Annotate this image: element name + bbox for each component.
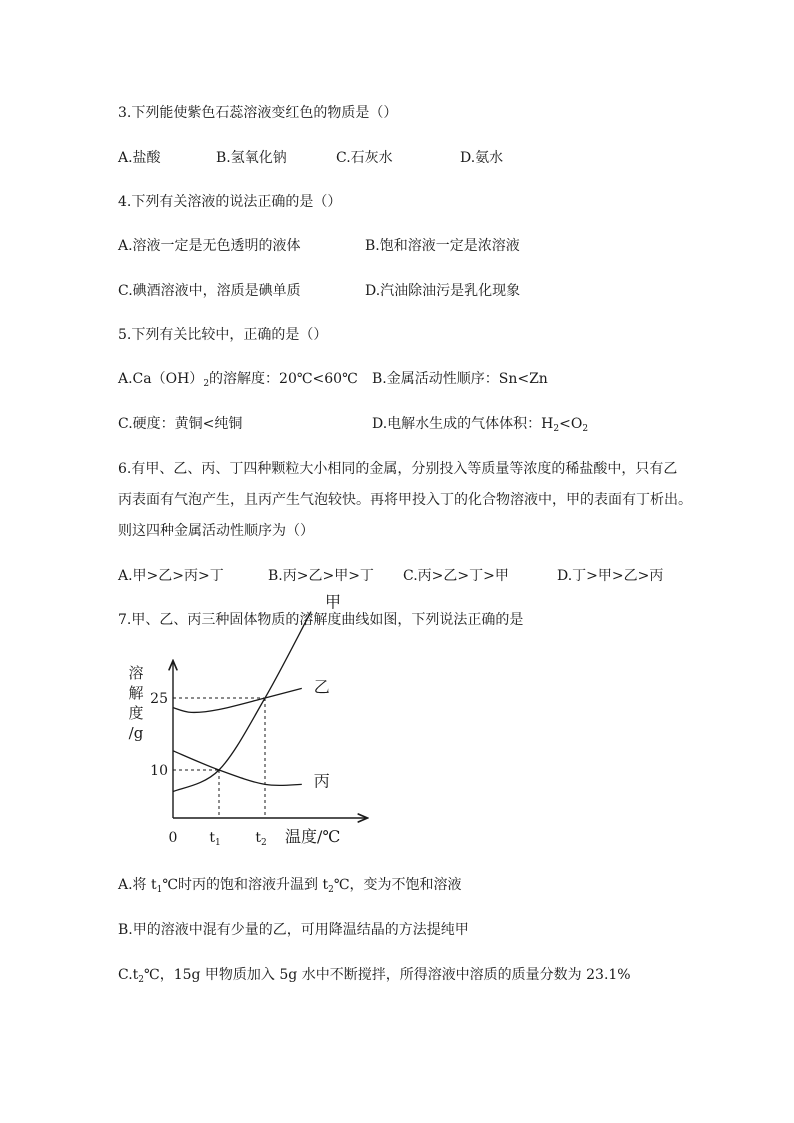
- q6-option-c: C.丙>乙>丁>甲: [403, 568, 509, 584]
- q7-option-c: [118, 966, 631, 989]
- series-line-2: [173, 688, 302, 712]
- q5-option-b: B.金属活动性顺序：Sn<Zn: [372, 371, 548, 387]
- x-tick-label: $t_1$: [209, 830, 221, 848]
- q4-stem: 4.下列有关溶液的说法正确的是（）: [118, 194, 342, 210]
- y-axis-label-char: 溶: [128, 664, 144, 682]
- q6-stem-line3: 则这四种金属活动性顺序为（）: [118, 523, 314, 539]
- q7-c-pre: C.t: [118, 967, 139, 983]
- q5-option-d: [372, 415, 588, 438]
- series-label-3: 丙: [313, 771, 330, 791]
- y-tick-label: 10: [150, 763, 168, 779]
- q3-option-b: B.氢氧化钠: [216, 150, 287, 166]
- x-tick-subscript: 2: [260, 838, 267, 848]
- q5-d-sub1: 2: [553, 424, 560, 434]
- x-tick-label: $t_2$: [255, 830, 267, 848]
- q5-option-c: C.硬度：黄铜<纯铜: [118, 416, 243, 432]
- x-tick-subscript: 1: [214, 838, 221, 848]
- q7-c-sub: 2: [138, 975, 145, 985]
- q6-stem-line1: 6.有甲、乙、丙、丁四种颗粒大小相同的金属，分别投入等质量等浓度的稀盐酸中，只有乙: [118, 461, 678, 477]
- q5-option-a: [118, 370, 358, 393]
- series-label-1: 甲: [325, 592, 342, 612]
- q7-a-sub1: 1: [156, 885, 163, 895]
- q7-a-post: ℃，变为不饱和溶液: [333, 877, 462, 893]
- q6-option-b: B.丙>乙>甲>丁: [268, 568, 374, 584]
- q5-stem: 5.下列有关比较中，正确的是（）: [118, 327, 328, 343]
- q4-option-d: D.汽油除油污是乳化现象: [365, 283, 521, 299]
- q5-a-post: 的溶解度：20℃<60℃: [209, 371, 358, 387]
- y-axis-label: [128, 664, 143, 742]
- q5-a-sub: 2: [203, 379, 210, 389]
- q3-option-d: D.氨水: [460, 150, 504, 166]
- origin-label: 0: [168, 830, 178, 846]
- q3-stem: 3.下列能使紫色石蕊溶液变红色的物质是（）: [118, 105, 398, 121]
- q4-option-c: C.碘酒溶液中，溶质是碘单质: [118, 283, 301, 299]
- q5-d-mid: <O: [559, 416, 583, 432]
- q5-a-pre: A.Ca（OH）: [118, 371, 204, 387]
- y-axis-label-char: 解: [128, 684, 144, 702]
- y-axis-label-char: 度: [128, 704, 144, 722]
- q5-d-pre: D.电解水生成的气体体积：H: [372, 416, 554, 432]
- q5-d-sub2: 2: [582, 424, 589, 434]
- q7-option-b: B.甲的溶液中混有少量的乙，可用降温结晶的方法提纯甲: [118, 922, 469, 938]
- q7-a-mid: ℃时丙的饱和溶液升温到 t: [162, 877, 329, 893]
- q4-option-b: B.饱和溶液一定是浓溶液: [365, 238, 520, 254]
- series-label-2: 乙: [313, 677, 330, 697]
- series-line-1: [173, 612, 311, 792]
- q7-a-sub2: 2: [328, 885, 334, 895]
- q7-a-pre: A.将 t: [118, 877, 157, 893]
- x-axis-label: 温度/℃: [285, 827, 341, 846]
- y-axis-label-char: /g: [128, 724, 144, 742]
- q6-option-a: A.甲>乙>丙>丁: [118, 568, 224, 584]
- q6-stem-line2: 丙表面有气泡产生，且丙产生气泡较快。再将甲投入丁的化合物溶液中，甲的表面有丁析出。: [118, 492, 692, 508]
- q4-option-a: A.溶液一定是无色透明的液体: [118, 238, 301, 254]
- q7-stem: 7.甲、乙、丙三种固体物质的溶解度曲线如图，下列说法正确的是: [118, 612, 524, 628]
- q7-option-a: [118, 876, 462, 899]
- series-line-3: [173, 751, 302, 786]
- q3-option-c: C.石灰水: [336, 150, 393, 166]
- q6-option-d: D.丁>甲>乙>丙: [557, 568, 664, 584]
- y-tick-label: 25: [150, 691, 168, 707]
- q7-c-post: ℃，15g 甲物质加入 5g 水中不断搅拌，所得溶液中溶质的质量分数为 23.1%: [144, 967, 631, 983]
- q3-option-a: A.盐酸: [118, 150, 161, 166]
